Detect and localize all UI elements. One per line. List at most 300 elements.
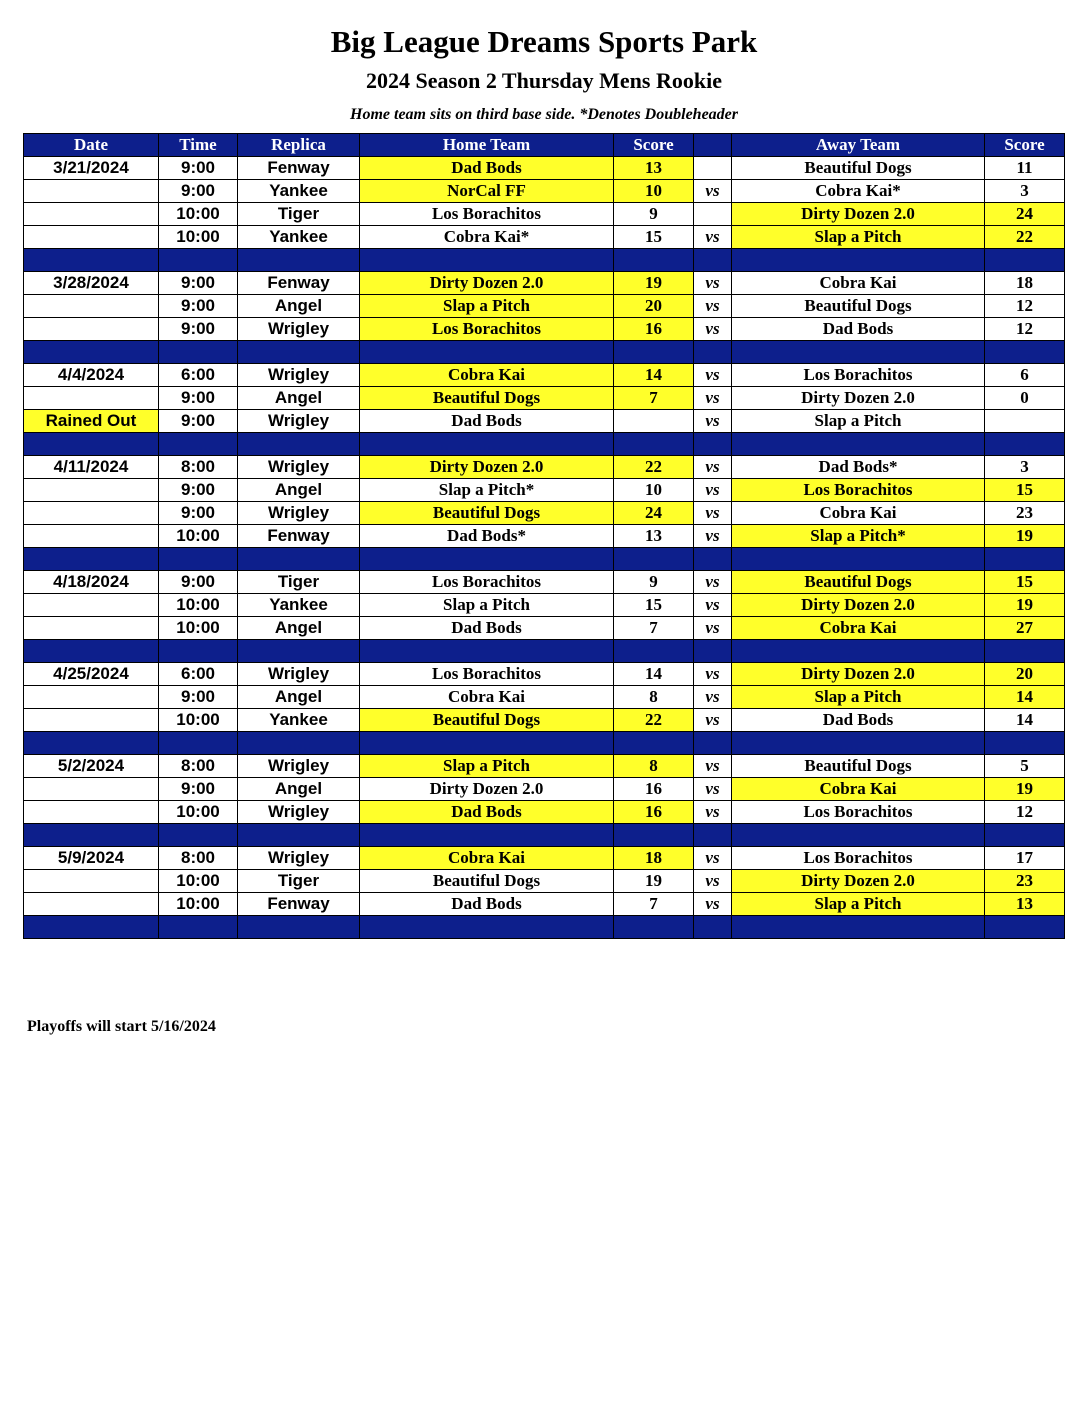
separator-cell [360, 824, 614, 847]
game-row [24, 709, 1065, 732]
week-separator [24, 341, 1065, 364]
separator-cell [985, 640, 1065, 663]
home-score-cell [614, 410, 694, 433]
away-score-cell: 11 [985, 157, 1065, 180]
away-score-cell: 14 [985, 686, 1065, 709]
date-cell [24, 709, 159, 732]
away-team-cell: Beautiful Dogs [732, 295, 985, 318]
time-cell: 6:00 [159, 364, 238, 387]
time-cell: 10:00 [159, 617, 238, 640]
date-cell [24, 502, 159, 525]
time-cell: 9:00 [159, 272, 238, 295]
separator-cell [694, 732, 732, 755]
date-cell [24, 893, 159, 916]
date-cell: 5/9/2024 [24, 847, 159, 870]
separator-cell [24, 732, 159, 755]
separator-cell [360, 640, 614, 663]
time-cell: 10:00 [159, 594, 238, 617]
home-score-cell: 16 [614, 318, 694, 341]
separator-cell [614, 433, 694, 456]
time-cell: 10:00 [159, 226, 238, 249]
home-team-cell: Slap a Pitch* [360, 479, 614, 502]
away-team-cell: Dirty Dozen 2.0 [732, 203, 985, 226]
away-team-cell: Los Borachitos [732, 847, 985, 870]
home-team-cell: Dad Bods [360, 157, 614, 180]
separator-cell [238, 824, 360, 847]
week-separator [24, 249, 1065, 272]
time-cell: 10:00 [159, 203, 238, 226]
game-row [24, 755, 1065, 778]
game-row [24, 594, 1065, 617]
away-team-cell: Beautiful Dogs [732, 157, 985, 180]
game-row [24, 479, 1065, 502]
away-team-cell: Cobra Kai [732, 502, 985, 525]
vs-cell: vs [694, 479, 732, 502]
away-team-cell: Los Borachitos [732, 364, 985, 387]
replica-cell: Wrigley [238, 801, 360, 824]
game-row [24, 847, 1065, 870]
game-row [24, 364, 1065, 387]
replica-cell: Angel [238, 295, 360, 318]
replica-cell: Wrigley [238, 502, 360, 525]
separator-cell [694, 341, 732, 364]
replica-cell: Yankee [238, 180, 360, 203]
home-score-cell: 14 [614, 663, 694, 686]
replica-cell: Wrigley [238, 847, 360, 870]
game-row [24, 157, 1065, 180]
schedule-body [24, 157, 1065, 939]
replica-cell: Tiger [238, 571, 360, 594]
separator-cell [360, 433, 614, 456]
away-score-cell: 3 [985, 456, 1065, 479]
vs-cell [694, 157, 732, 180]
vs-cell: vs [694, 295, 732, 318]
home-team-cell: Dad Bods [360, 410, 614, 433]
separator-cell [694, 548, 732, 571]
separator-cell [985, 249, 1065, 272]
date-cell [24, 594, 159, 617]
home-team-cell: Slap a Pitch [360, 755, 614, 778]
separator-cell [732, 249, 985, 272]
home-score-cell: 24 [614, 502, 694, 525]
home-score-cell: 10 [614, 180, 694, 203]
vs-cell: vs [694, 502, 732, 525]
time-cell: 10:00 [159, 893, 238, 916]
vs-cell [694, 203, 732, 226]
home-score-cell: 10 [614, 479, 694, 502]
col-header-date: Date [24, 134, 159, 157]
separator-cell [360, 916, 614, 939]
game-row [24, 571, 1065, 594]
date-cell: 5/2/2024 [24, 755, 159, 778]
game-row [24, 525, 1065, 548]
away-team-cell: Dirty Dozen 2.0 [732, 870, 985, 893]
separator-cell [732, 433, 985, 456]
replica-cell: Wrigley [238, 410, 360, 433]
week-separator [24, 640, 1065, 663]
vs-cell: vs [694, 571, 732, 594]
away-score-cell: 12 [985, 318, 1065, 341]
away-score-cell [985, 410, 1065, 433]
week-separator [24, 433, 1065, 456]
away-team-cell: Los Borachitos [732, 479, 985, 502]
game-row [24, 456, 1065, 479]
away-team-cell: Slap a Pitch [732, 686, 985, 709]
replica-cell: Wrigley [238, 663, 360, 686]
game-row [24, 410, 1065, 433]
separator-cell [732, 341, 985, 364]
replica-cell: Yankee [238, 226, 360, 249]
vs-cell: vs [694, 318, 732, 341]
separator-cell [24, 640, 159, 663]
replica-cell: Wrigley [238, 456, 360, 479]
vs-cell: vs [694, 755, 732, 778]
separator-cell [985, 433, 1065, 456]
separator-cell [159, 732, 238, 755]
home-team-cell: Dirty Dozen 2.0 [360, 272, 614, 295]
separator-cell [985, 824, 1065, 847]
home-score-cell: 9 [614, 571, 694, 594]
game-row [24, 893, 1065, 916]
replica-cell: Tiger [238, 870, 360, 893]
vs-cell: vs [694, 180, 732, 203]
away-score-cell: 23 [985, 502, 1065, 525]
home-team-cell: Dad Bods* [360, 525, 614, 548]
date-cell [24, 617, 159, 640]
home-score-cell: 15 [614, 226, 694, 249]
separator-cell [614, 916, 694, 939]
separator-cell [985, 341, 1065, 364]
vs-cell: vs [694, 663, 732, 686]
separator-cell [24, 249, 159, 272]
time-cell: 8:00 [159, 847, 238, 870]
replica-cell: Wrigley [238, 318, 360, 341]
date-cell [24, 801, 159, 824]
away-score-cell: 15 [985, 479, 1065, 502]
time-cell: 9:00 [159, 479, 238, 502]
separator-cell [614, 640, 694, 663]
time-cell: 6:00 [159, 663, 238, 686]
away-team-cell: Beautiful Dogs [732, 571, 985, 594]
time-cell: 10:00 [159, 525, 238, 548]
home-team-cell: Los Borachitos [360, 203, 614, 226]
home-team-cell: Los Borachitos [360, 663, 614, 686]
separator-cell [360, 548, 614, 571]
separator-cell [159, 249, 238, 272]
home-team-cell: Dad Bods [360, 801, 614, 824]
time-cell: 10:00 [159, 870, 238, 893]
header-row [24, 134, 1065, 157]
replica-cell: Angel [238, 387, 360, 410]
game-row [24, 502, 1065, 525]
date-cell: 3/28/2024 [24, 272, 159, 295]
separator-cell [159, 824, 238, 847]
home-score-cell: 20 [614, 295, 694, 318]
away-score-cell: 27 [985, 617, 1065, 640]
home-score-cell: 8 [614, 755, 694, 778]
vs-cell: vs [694, 456, 732, 479]
separator-cell [614, 249, 694, 272]
separator-cell [24, 341, 159, 364]
separator-cell [614, 341, 694, 364]
home-team-cell: Beautiful Dogs [360, 870, 614, 893]
vs-cell: vs [694, 801, 732, 824]
away-score-cell: 24 [985, 203, 1065, 226]
separator-cell [159, 433, 238, 456]
home-score-cell: 7 [614, 617, 694, 640]
page-subtitle: 2024 Season 2 Thursday Mens Rookie [366, 68, 722, 93]
home-team-cell: Cobra Kai [360, 847, 614, 870]
away-score-cell: 14 [985, 709, 1065, 732]
date-cell: 4/11/2024 [24, 456, 159, 479]
replica-cell: Fenway [238, 272, 360, 295]
replica-cell: Wrigley [238, 364, 360, 387]
game-row [24, 778, 1065, 801]
separator-cell [360, 341, 614, 364]
game-row [24, 226, 1065, 249]
date-cell: 4/18/2024 [24, 571, 159, 594]
separator-cell [24, 433, 159, 456]
date-cell [24, 525, 159, 548]
separator-cell [238, 433, 360, 456]
vs-cell: vs [694, 410, 732, 433]
home-score-cell: 19 [614, 272, 694, 295]
date-cell [24, 387, 159, 410]
away-score-cell: 19 [985, 778, 1065, 801]
col-header-time: Time [159, 134, 238, 157]
week-separator [24, 824, 1065, 847]
separator-cell [694, 916, 732, 939]
away-team-cell: Beautiful Dogs [732, 755, 985, 778]
date-cell [24, 180, 159, 203]
col-header-away-score: Score [985, 134, 1065, 157]
home-score-cell: 13 [614, 525, 694, 548]
home-score-cell: 14 [614, 364, 694, 387]
replica-cell: Angel [238, 686, 360, 709]
page-title: Big League Dreams Sports Park [330, 24, 758, 59]
time-cell: 8:00 [159, 755, 238, 778]
separator-cell [985, 732, 1065, 755]
time-cell: 9:00 [159, 502, 238, 525]
replica-cell: Tiger [238, 203, 360, 226]
date-cell [24, 226, 159, 249]
game-row [24, 318, 1065, 341]
separator-cell [238, 548, 360, 571]
replica-cell: Wrigley [238, 755, 360, 778]
replica-cell: Angel [238, 479, 360, 502]
vs-cell: vs [694, 594, 732, 617]
vs-cell: vs [694, 617, 732, 640]
replica-cell: Angel [238, 617, 360, 640]
vs-cell: vs [694, 364, 732, 387]
away-team-cell: Cobra Kai [732, 272, 985, 295]
away-score-cell: 3 [985, 180, 1065, 203]
away-score-cell: 6 [985, 364, 1065, 387]
col-header-away-team: Away Team [732, 134, 985, 157]
time-cell: 9:00 [159, 410, 238, 433]
home-team-cell: NorCal FF [360, 180, 614, 203]
home-team-cell: Cobra Kai* [360, 226, 614, 249]
separator-cell [732, 732, 985, 755]
separator-cell [24, 916, 159, 939]
replica-cell: Yankee [238, 709, 360, 732]
separator-cell [694, 249, 732, 272]
home-team-cell: Slap a Pitch [360, 594, 614, 617]
date-cell [24, 870, 159, 893]
away-team-cell: Dad Bods* [732, 456, 985, 479]
home-team-cell: Beautiful Dogs [360, 709, 614, 732]
date-cell: 4/4/2024 [24, 364, 159, 387]
replica-cell: Fenway [238, 157, 360, 180]
separator-cell [159, 916, 238, 939]
col-header-vs [694, 134, 732, 157]
away-score-cell: 0 [985, 387, 1065, 410]
game-row [24, 663, 1065, 686]
home-score-cell: 8 [614, 686, 694, 709]
vs-cell: vs [694, 525, 732, 548]
date-cell [24, 479, 159, 502]
date-cell [24, 318, 159, 341]
time-cell: 9:00 [159, 157, 238, 180]
week-separator [24, 916, 1065, 939]
separator-cell [159, 640, 238, 663]
home-team-cell: Slap a Pitch [360, 295, 614, 318]
replica-cell: Yankee [238, 594, 360, 617]
week-separator [24, 548, 1065, 571]
game-row [24, 617, 1065, 640]
separator-cell [238, 732, 360, 755]
home-team-cell: Dad Bods [360, 617, 614, 640]
date-cell: 4/25/2024 [24, 663, 159, 686]
away-score-cell: 19 [985, 525, 1065, 548]
home-team-cell: Cobra Kai [360, 364, 614, 387]
time-cell: 10:00 [159, 801, 238, 824]
week-separator [24, 732, 1065, 755]
time-cell: 9:00 [159, 387, 238, 410]
separator-cell [694, 824, 732, 847]
separator-cell [24, 824, 159, 847]
separator-cell [24, 548, 159, 571]
playoffs-note: Playoffs will start 5/16/2024 [27, 1018, 216, 1035]
time-cell: 8:00 [159, 456, 238, 479]
away-team-cell: Cobra Kai* [732, 180, 985, 203]
date-cell [24, 203, 159, 226]
separator-cell [238, 249, 360, 272]
away-team-cell: Slap a Pitch [732, 893, 985, 916]
col-header-home-team: Home Team [360, 134, 614, 157]
game-row [24, 203, 1065, 226]
home-team-cell: Dirty Dozen 2.0 [360, 456, 614, 479]
away-team-cell: Slap a Pitch* [732, 525, 985, 548]
away-score-cell: 20 [985, 663, 1065, 686]
separator-cell [159, 548, 238, 571]
vs-cell: vs [694, 870, 732, 893]
vs-cell: vs [694, 778, 732, 801]
away-score-cell: 17 [985, 847, 1065, 870]
away-score-cell: 13 [985, 893, 1065, 916]
away-score-cell: 23 [985, 870, 1065, 893]
replica-cell: Fenway [238, 893, 360, 916]
away-team-cell: Slap a Pitch [732, 226, 985, 249]
away-score-cell: 5 [985, 755, 1065, 778]
home-score-cell: 7 [614, 387, 694, 410]
separator-cell [238, 640, 360, 663]
home-team-cell: Los Borachitos [360, 571, 614, 594]
away-team-cell: Los Borachitos [732, 801, 985, 824]
home-team-cell: Los Borachitos [360, 318, 614, 341]
home-team-cell: Beautiful Dogs [360, 502, 614, 525]
time-cell: 9:00 [159, 686, 238, 709]
away-score-cell: 15 [985, 571, 1065, 594]
date-cell [24, 778, 159, 801]
home-score-cell: 16 [614, 778, 694, 801]
separator-cell [614, 824, 694, 847]
separator-cell [694, 640, 732, 663]
home-team-cell: Cobra Kai [360, 686, 614, 709]
time-cell: 10:00 [159, 709, 238, 732]
home-score-cell: 19 [614, 870, 694, 893]
separator-cell [732, 640, 985, 663]
separator-cell [732, 824, 985, 847]
date-cell [24, 295, 159, 318]
away-team-cell: Cobra Kai [732, 617, 985, 640]
home-score-cell: 16 [614, 801, 694, 824]
time-cell: 9:00 [159, 180, 238, 203]
time-cell: 9:00 [159, 571, 238, 594]
schedule-table [23, 133, 1065, 939]
separator-cell [238, 341, 360, 364]
time-cell: 9:00 [159, 778, 238, 801]
vs-cell: vs [694, 686, 732, 709]
separator-cell [614, 732, 694, 755]
vs-cell: vs [694, 847, 732, 870]
col-header-replica: Replica [238, 134, 360, 157]
vs-cell: vs [694, 709, 732, 732]
separator-cell [614, 548, 694, 571]
vs-cell: vs [694, 226, 732, 249]
game-row [24, 870, 1065, 893]
game-row [24, 387, 1065, 410]
time-cell: 9:00 [159, 318, 238, 341]
date-cell: 3/21/2024 [24, 157, 159, 180]
separator-cell [159, 341, 238, 364]
away-score-cell: 12 [985, 801, 1065, 824]
away-score-cell: 18 [985, 272, 1065, 295]
game-row [24, 180, 1065, 203]
separator-cell [985, 916, 1065, 939]
game-row [24, 295, 1065, 318]
home-score-cell: 22 [614, 709, 694, 732]
home-team-cell: Dirty Dozen 2.0 [360, 778, 614, 801]
home-score-cell: 9 [614, 203, 694, 226]
vs-cell: vs [694, 387, 732, 410]
away-team-cell: Cobra Kai [732, 778, 985, 801]
col-header-home-score: Score [614, 134, 694, 157]
vs-cell: vs [694, 893, 732, 916]
time-cell: 9:00 [159, 295, 238, 318]
away-team-cell: Dirty Dozen 2.0 [732, 663, 985, 686]
away-team-cell: Slap a Pitch [732, 410, 985, 433]
away-team-cell: Dirty Dozen 2.0 [732, 594, 985, 617]
home-score-cell: 18 [614, 847, 694, 870]
separator-cell [694, 433, 732, 456]
separator-cell [238, 916, 360, 939]
game-row [24, 686, 1065, 709]
home-score-cell: 15 [614, 594, 694, 617]
home-score-cell: 7 [614, 893, 694, 916]
away-score-cell: 12 [985, 295, 1065, 318]
replica-cell: Angel [238, 778, 360, 801]
